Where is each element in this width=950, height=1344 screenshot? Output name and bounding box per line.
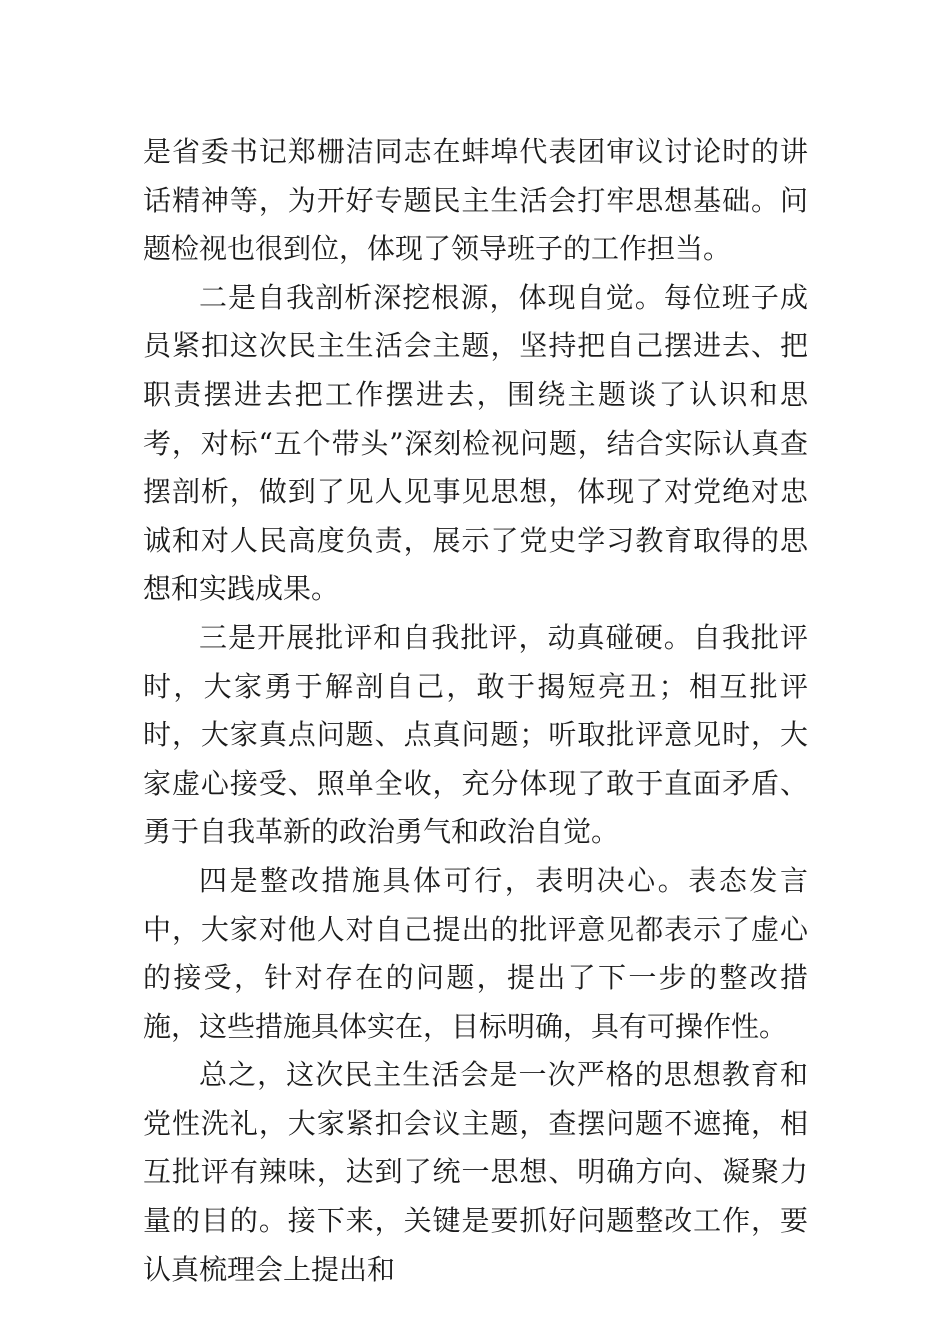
paragraph-4: 四是整改措施具体可行，表明决心。表态发言中，大家对他人对自己提出的批评意见都表示了虚心的接受，针对存在的问题，提出了下一步的整改措施，这些措施具体实在，目标明确，具有可操作性。: [143, 863, 808, 1043]
document-page: [143, 128, 808, 1294]
paragraph-1: 是省委书记郑栅洁同志在蚌埠代表团审议讨论时的讲话精神等，为开好专题民主生活会打牢思想基础。问题检视也很到位，体现了领导班子的工作担当。: [143, 135, 808, 266]
paragraph-2: 二是自我剖析深挖根源，体现自觉。每位班子成员紧扣这次民主生活会主题，坚持把自己摆进去、把职责摆进去把工作摆进去，围绕主题谈了认识和思考，对标“五个带头”深刻检视问题，结合实际认真查摆剖析，做到了见人见事见思想，体现了对党绝对忠诚和对人民高度负责，展示了党史学习教育取得的思想和实践成果。: [143, 280, 808, 606]
paragraph-5: 总之，这次民主生活会是一次严格的思想教育和党性洗礼，大家紧扣会议主题，查摆问题不遮掩，相互批评有辣味，达到了统一思想、明确方向、凝聚力量的目的。接下来，关键是要抓好问题整改工作，要认真梳理会上提出和: [143, 1058, 808, 1286]
paragraph-3: 三是开展批评和自我批评，动真碰硬。自我批评时，大家勇于解剖自己，敢于揭短亮丑；相互批评时，大家真点问题、点真问题；听取批评意见时，大家虚心接受、照单全收，充分体现了敢于直面矛盾、勇于自我革新的政治勇气和政治自觉。: [143, 620, 808, 849]
